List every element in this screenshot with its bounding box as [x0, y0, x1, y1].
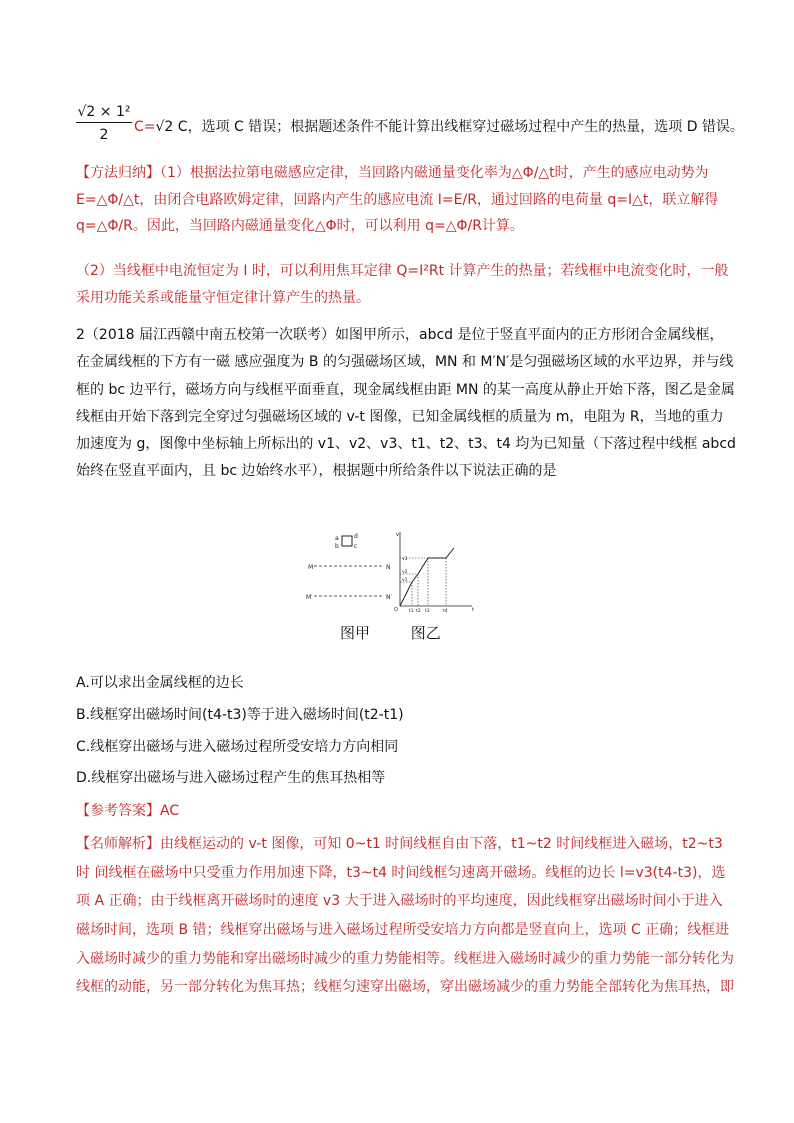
figure-captions	[340, 622, 477, 643]
method-summary-p2	[76, 258, 736, 311]
answer-value: AC	[160, 803, 180, 819]
axis-t-label: t	[472, 607, 474, 613]
label-N-prime: N′	[386, 594, 392, 601]
analysis-text: 由线框运动的 v-t 图像，可知 0~t1 时间线框自由下落，t1~t2 时间线框进入磁场，t2~t3 时 间线框在磁场中只受重力作用加速下降，t3~t4 时间线框匀速离开磁场。线框的边长 l=v3(t4-t3)，选项 A 正确；由于线框离开磁场时的速度 v3 大于进入磁场时的平均速度，因此线框穿出磁场时间小于进入磁场时间，选项 B 错；线框穿出磁场与进入磁场过程所受安培力方向都是竖直向上，选项 C 正确；线框进入磁场时减少的重力势能和穿出磁场时减少的重力势能相等。线框进入磁场时减少的重力势能一部分转化为线框的动能，另一部分转化为焦耳热；线框匀速穿出磁场，穿出磁场减少的重力势能全部转化为焦耳热，即	[76, 836, 734, 996]
figure-b-vt-graph	[394, 532, 474, 614]
fraction-sqrt2-over-2	[76, 104, 132, 143]
option-c: C.线框穿出磁场与进入磁场过程所受安培力方向相同	[76, 739, 399, 755]
fraction-denominator: 2	[99, 127, 109, 143]
method-label: 【方法归纳】	[76, 165, 160, 181]
frame-label-d: d	[354, 533, 358, 540]
tick-t3: t3	[425, 609, 430, 614]
option-b: B.线框穿出磁场时间(t4-t3)等于进入磁场时间(t2-t1)	[76, 707, 404, 723]
frame-label-b: b	[335, 543, 339, 550]
conclusion-text: C，选项 C 错误；根据题述条件不能计算出线框穿过磁场过程中产生的热量，选项 D 错误。	[173, 119, 744, 135]
tick-t4: t4	[443, 609, 448, 614]
origin-label: O	[394, 607, 398, 613]
tick-v3: v3	[402, 557, 408, 562]
question-text: 2（2018 届江西赣中南五校第一次联考）如图甲所示，abcd 是位于竖直平面内的正方形闭合金属线框，在金属线框的下方有一磁 感应强度为 B 的匀强磁场区域，MN 和 M′N′是匀强磁场区域的水平边界，并与线框的 bc 边平行，磁场方向与线框平面垂直，现金属线框由距 MN 的某一高度从静止开始下落，图乙是金属线框由开始下落到完全穿过匀强磁场区域的 v-t 图像，已知金属线框的质量为 m，电阻为 R，当地的重力加速度为 g，图像中坐标轴上所标出的 v1、v2、v3、t1、t2、t3、t4 均为已知量（下落过程中线框 abcd 始终在竖直平面内，且 bc 边始终水平），根据题中所给条件以下说法正确的是	[76, 327, 736, 480]
caption-figure-a: 图甲	[340, 624, 371, 642]
tick-v2: v2	[402, 570, 408, 575]
reference-answer	[76, 800, 179, 820]
question-stem	[76, 322, 736, 486]
answer-label: 【参考答案】	[76, 803, 160, 819]
method-text-1: （1）根据法拉第电磁感应定律，当回路内磁通量变化率为△Φ/△t时，产生的感应电动势为 E=△Φ/△t，由闭合电路欧姆定律，回路内产生的感应电流 I=E/R，通过回路的电荷量 q=I△t，联立解得 q=△Φ/R。因此，当回路内磁通量变化△Φ时，可以利用 q=△Φ/R计算。	[76, 165, 719, 235]
fraction-numerator: √2 × 1²	[76, 104, 132, 123]
caption-figure-b: 图乙	[410, 624, 441, 642]
tick-t1: t1	[409, 609, 414, 614]
figure-a-field-region	[306, 533, 392, 601]
c-equals: C=	[134, 119, 156, 135]
analysis-label: 【名师解析】	[76, 836, 160, 852]
frame-label-a: a	[335, 535, 339, 542]
option-a: A.可以求出金属线框的边长	[76, 675, 244, 691]
option-d: D.线框穿出磁场与进入磁场过程产生的焦耳热相等	[76, 770, 386, 786]
square-frame-abcd	[342, 536, 352, 546]
label-M-prime: M′	[306, 594, 313, 601]
conclusion-line	[134, 114, 754, 141]
label-M: M	[308, 564, 314, 571]
method-text-2: （2）当线框中电流恒定为 I 时，可以利用焦耳定律 Q=I²Rt 计算产生的热量；若线框中电流变化时，一般采用功能关系或能量守恒定律计算产生的热量。	[76, 263, 729, 306]
figure-diagram	[300, 530, 480, 615]
label-N: N	[386, 564, 391, 571]
frame-label-c: c	[354, 543, 358, 550]
tick-t2: t2	[416, 609, 421, 614]
method-summary-p1	[76, 160, 736, 240]
tick-v1: v1	[402, 578, 408, 583]
axis-v-label: v	[396, 532, 399, 538]
sqrt2-value: √2	[155, 119, 174, 135]
expert-analysis	[76, 830, 736, 1002]
